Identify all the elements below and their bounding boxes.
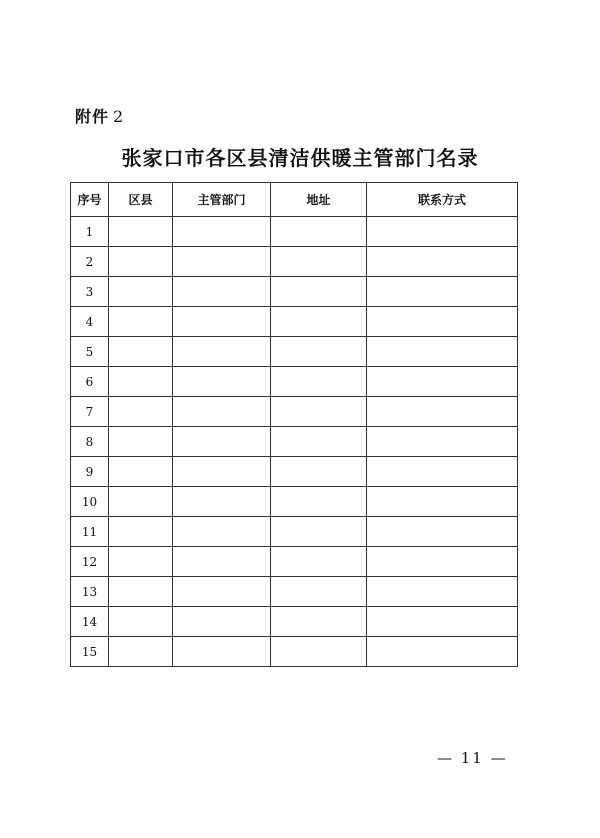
district-cell xyxy=(109,367,173,397)
table-row xyxy=(71,427,518,457)
department-cell xyxy=(173,367,271,397)
address-cell xyxy=(271,577,367,607)
department-cell xyxy=(173,457,271,487)
contact-cell xyxy=(367,517,518,547)
row-index: 1 xyxy=(71,217,109,247)
department-cell xyxy=(173,427,271,457)
address-cell xyxy=(271,337,367,367)
district-cell xyxy=(109,307,173,337)
header-index: 序号 xyxy=(71,183,109,217)
row-index: 14 xyxy=(71,607,109,637)
table-row xyxy=(71,517,518,547)
address-cell xyxy=(271,277,367,307)
district-cell xyxy=(109,457,173,487)
table-row xyxy=(71,337,518,367)
row-index: 15 xyxy=(71,637,109,667)
row-index: 3 xyxy=(71,277,109,307)
attachment-label xyxy=(75,104,124,127)
row-index: 2 xyxy=(71,247,109,277)
department-cell xyxy=(173,337,271,367)
department-cell xyxy=(173,247,271,277)
row-index: 12 xyxy=(71,547,109,577)
address-cell xyxy=(271,397,367,427)
row-index: 13 xyxy=(71,577,109,607)
contact-cell xyxy=(367,607,518,637)
district-cell xyxy=(109,337,173,367)
address-cell xyxy=(271,457,367,487)
table-body xyxy=(71,217,518,667)
district-cell xyxy=(109,487,173,517)
page-number: — 11 — xyxy=(437,749,508,767)
address-cell xyxy=(271,637,367,667)
document-title: 张家口市各区县清洁供暖主管部门名录 xyxy=(121,146,479,170)
district-cell xyxy=(109,397,173,427)
contact-cell xyxy=(367,547,518,577)
table-row xyxy=(71,637,518,667)
header-contact: 联系方式 xyxy=(367,183,518,217)
address-cell xyxy=(271,217,367,247)
district-cell xyxy=(109,427,173,457)
table-header-row xyxy=(71,183,518,217)
department-cell xyxy=(173,637,271,667)
address-cell xyxy=(271,247,367,277)
contact-cell xyxy=(367,217,518,247)
table-row xyxy=(71,277,518,307)
district-cell xyxy=(109,277,173,307)
address-cell xyxy=(271,487,367,517)
contact-cell xyxy=(367,427,518,457)
contact-cell xyxy=(367,247,518,277)
contact-cell xyxy=(367,307,518,337)
district-cell xyxy=(109,547,173,577)
district-cell xyxy=(109,517,173,547)
address-cell xyxy=(271,547,367,577)
address-cell xyxy=(271,307,367,337)
table-row xyxy=(71,547,518,577)
contact-cell xyxy=(367,397,518,427)
district-cell xyxy=(109,217,173,247)
table-row xyxy=(71,577,518,607)
department-cell xyxy=(173,487,271,517)
table-row xyxy=(71,247,518,277)
address-cell xyxy=(271,517,367,547)
header-department: 主管部门 xyxy=(173,183,271,217)
district-cell xyxy=(109,607,173,637)
row-index: 8 xyxy=(71,427,109,457)
table-row xyxy=(71,487,518,517)
table-row xyxy=(71,397,518,427)
table-row xyxy=(71,307,518,337)
district-cell xyxy=(109,247,173,277)
contact-cell xyxy=(367,457,518,487)
department-cell xyxy=(173,277,271,307)
header-address: 地址 xyxy=(271,183,367,217)
district-cell xyxy=(109,637,173,667)
contact-cell xyxy=(367,337,518,367)
department-cell xyxy=(173,607,271,637)
contact-cell xyxy=(367,637,518,667)
department-cell xyxy=(173,307,271,337)
contact-cell xyxy=(367,367,518,397)
department-cell xyxy=(173,547,271,577)
address-cell xyxy=(271,607,367,637)
table-row xyxy=(71,367,518,397)
row-index: 10 xyxy=(71,487,109,517)
address-cell xyxy=(271,427,367,457)
department-cell xyxy=(173,517,271,547)
department-cell xyxy=(173,397,271,427)
contact-cell xyxy=(367,487,518,517)
contact-cell xyxy=(367,577,518,607)
department-cell xyxy=(173,577,271,607)
district-cell xyxy=(109,577,173,607)
attachment-number: 2 xyxy=(113,107,125,126)
table-row xyxy=(71,217,518,247)
directory-table xyxy=(70,182,518,667)
row-index: 6 xyxy=(71,367,109,397)
table-row xyxy=(71,607,518,637)
row-index: 9 xyxy=(71,457,109,487)
department-cell xyxy=(173,217,271,247)
header-district: 区县 xyxy=(109,183,173,217)
address-cell xyxy=(271,367,367,397)
contact-cell xyxy=(367,277,518,307)
attachment-text: 附件 xyxy=(75,107,110,126)
table-row xyxy=(71,457,518,487)
row-index: 4 xyxy=(71,307,109,337)
row-index: 7 xyxy=(71,397,109,427)
row-index: 11 xyxy=(71,517,109,547)
row-index: 5 xyxy=(71,337,109,367)
